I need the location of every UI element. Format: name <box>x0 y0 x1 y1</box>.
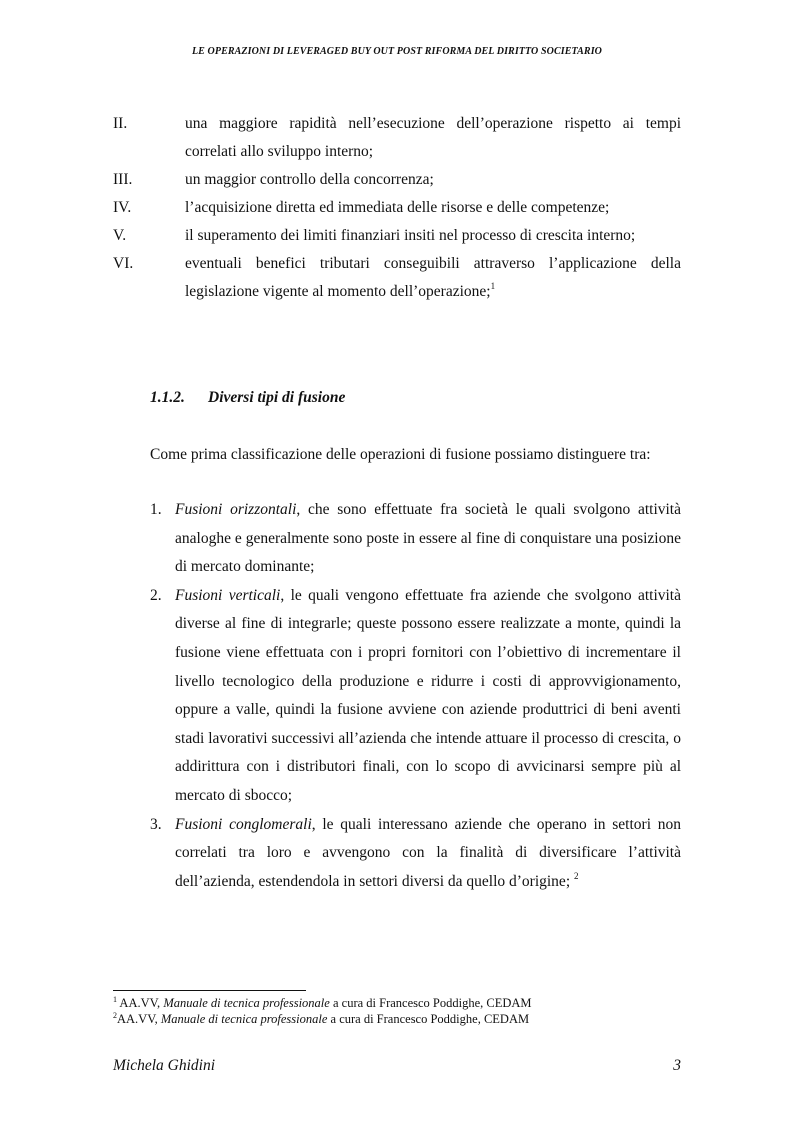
footnote-suffix: a cura di Francesco Poddighe, CEDAM <box>327 1012 530 1026</box>
list-item-text: il superamento dei limiti finanziari insiti nel processo di crescita interno; <box>185 227 636 244</box>
list-item <box>113 110 681 166</box>
list-numeral: IV. <box>113 199 132 216</box>
list-item <box>113 222 681 250</box>
section-title: Diversi tipi di fusione <box>208 389 346 406</box>
fusion-term: Fusioni verticali <box>175 586 281 604</box>
running-header: LE OPERAZIONI DI LEVERAGED BUY OUT POST RIFORMA DEL DIRITTO SOCIETARIO <box>191 46 603 57</box>
footnote-reference: 1 <box>490 281 496 291</box>
footnotes <box>113 995 713 1027</box>
advantages-list <box>113 110 681 306</box>
list-number: 2. <box>150 586 162 604</box>
list-item <box>113 194 681 222</box>
footnote <box>113 995 713 1011</box>
list-item <box>150 811 681 897</box>
footnote-suffix: a cura di Francesco Poddighe, CEDAM <box>329 996 532 1010</box>
list-item-text: eventuali benefici tributari conseguibili attraverso l’applicazione della legislazione vigente al momento dell’operazione; <box>185 255 681 300</box>
list-item <box>113 166 681 194</box>
intro-paragraph: Come prima classificazione delle operazioni di fusione possiamo distinguere tra: <box>150 446 651 463</box>
footnote <box>113 1011 713 1027</box>
list-item <box>150 496 681 582</box>
list-item <box>150 582 681 811</box>
footnote-prefix: AA.VV, <box>117 1012 161 1026</box>
list-numeral: III. <box>113 171 133 188</box>
list-item-text: l’acquisizione diretta ed immediata delle risorse e delle competenze; <box>185 199 610 216</box>
fusion-types-list <box>150 496 681 896</box>
fusion-term: Fusioni orizzontali <box>175 501 297 518</box>
list-numeral: VI. <box>113 255 134 272</box>
footnote-title: Manuale di tecnica professionale <box>160 1012 328 1026</box>
footnote-title: Manuale di tecnica professionale <box>163 996 330 1010</box>
list-item-text: una maggiore rapidità nell’esecuzione dell’operazione rispetto ai tempi correlati allo sviluppo interno; <box>185 115 681 160</box>
footnote-reference: 2 <box>574 870 579 881</box>
list-number: 1. <box>150 501 162 518</box>
section-heading <box>150 389 345 407</box>
footnote-prefix: AA.VV, <box>117 996 164 1010</box>
list-numeral: II. <box>113 115 128 132</box>
page-number: 3 <box>673 1057 681 1074</box>
list-item-text: un maggior controllo della concorrenza; <box>185 171 434 188</box>
footer-author: Michela Ghidini <box>113 1057 216 1074</box>
section-number: 1.1.2. <box>150 389 185 406</box>
list-item <box>113 250 681 306</box>
list-numeral: V. <box>113 227 127 244</box>
fusion-term: Fusioni conglomerali <box>175 815 312 833</box>
list-number: 3. <box>150 815 162 833</box>
list-item-text: , che sono effettuate fra società le quali svolgono attività analoghe e generalmente sono poste in essere al fine di conquistare una posizione di mercato dominante; <box>175 501 681 576</box>
footnote-separator <box>113 990 306 991</box>
footnote-mark: 2 <box>113 1011 117 1020</box>
list-item-text: , le quali vengono effettuate fra aziende che svolgono attività diverse al fine di integrarle; queste possono essere realizzate a monte, quindi la fusione viene effettuata con i propri fornitori con l’obiettivo di incrementare il livello tecnologico della produzione e ridurre i costi di approvvigionamento, oppure a valle, quindi la fusione avviene con aziende produttrici di beni aventi stadi lavorativi successivi all’azienda che intende attuare il processo di crescita, o addirittura con i distributori finali, con lo scopo di avvicinarsi sempre più al mercato di sbocco; <box>175 586 681 804</box>
footnote-mark: 1 <box>113 995 117 1004</box>
list-item-text: , le quali interessano aziende che operano in settori non correlati tra loro e avvengono con la finalità di diversificare l’attività dell’azienda, estendendola in settori diversi da quello d’origine; <box>175 815 681 890</box>
